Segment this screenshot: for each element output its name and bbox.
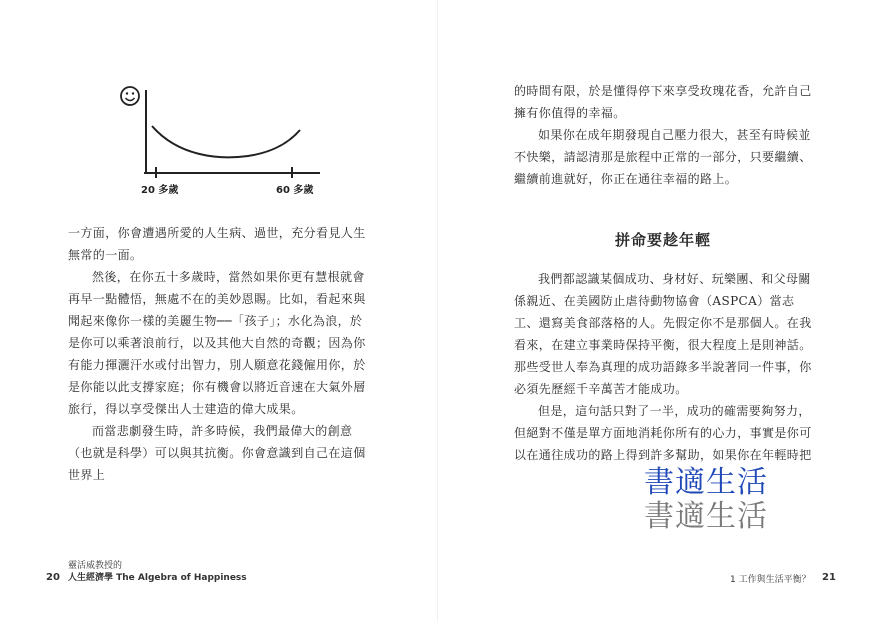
watermark xyxy=(644,466,784,534)
right-page-number: 21 xyxy=(822,572,836,583)
left-page xyxy=(0,0,438,622)
tick-label-20s: 20 多歲 xyxy=(141,185,179,196)
tick-label-60s: 60 多歲 xyxy=(276,185,314,196)
right-body-text-top xyxy=(514,80,812,190)
left-page-number: 20 xyxy=(46,572,60,583)
book-title-line2: 人生經濟學 The Algebra of Happiness xyxy=(68,573,247,583)
left-paragraph-3: 而當悲劇發生時，許多時候，我們最偉大的創意（也就是科學）可以與其抗衡。你會意識到自己在這個世界上 xyxy=(68,424,366,482)
left-paragraph-2: 然後，在你五十多歲時，當然如果你更有慧根就會再早一點體悟，無處不在的美妙恩賜。比如，看起來與聞起來像你一樣的美麗生物──「孩子」；水化為浪，於是你可以乘著浪前行，以及其他大自然的奇觀；因為你有能力揮灑汗水或付出智力，別人願意花錢僱用你，於是你能以此支撐家庭；你有機會以將近音速在大氣外層旅行，得以享受傑出人士建造的偉大成果。 xyxy=(68,270,366,416)
right-paragraph-3: 我們都認識某個成功、身材好、玩樂團、和父母關係親近、在美國防止虐待動物協會（ASPCA）當志工、還寫美食部落格的人。先假定你不是那個人。在我看來，在建立事業時保持平衡，很大程度上是則神話。那些受世人奉為真理的成功語錄多半說著同一件事，你必須先歷經千辛萬苦才能成功。 xyxy=(514,272,812,396)
happiness-curve-chart xyxy=(108,78,348,208)
right-paragraph-1: 的時間有限，於是懂得停下來享受玫瑰花香，允許自己擁有你值得的幸福。 xyxy=(514,84,812,120)
watermark-line-1: 書適生活 xyxy=(644,465,768,500)
book-title-line1: 靈活威教授的 xyxy=(68,561,123,571)
right-paragraph-2: 如果你在成年期發現自己壓力很大，甚至有時候並不快樂，請認清那是旅程中正常的一部分，只要繼續、繼續前進就好，你正在通往幸福的路上。 xyxy=(514,128,812,186)
section-heading: 拼命要趁年輕 xyxy=(614,231,711,249)
smiley-icon xyxy=(121,87,139,105)
u-curve xyxy=(152,126,300,157)
left-paragraph-1: 一方面，你會遭遇所愛的人生病、過世，充分看見人生無常的一面。 xyxy=(68,226,366,262)
left-body-text xyxy=(68,222,372,486)
chapter-label: 1 工作與生活平衡？ xyxy=(730,575,811,585)
right-body-text-bottom xyxy=(514,268,812,466)
watermark-line-2: 書適生活 xyxy=(644,499,768,534)
happiness-curve-svg xyxy=(108,78,348,208)
book-title-footer xyxy=(68,560,247,584)
right-paragraph-4: 但是，這句話只對了一半，成功的確需要夠努力，但絕對不僅是單方面地消耗你所有的心力，事實是你可以在通往成功的路上得到許多幫助，如果你在年輕時把 xyxy=(514,404,812,462)
